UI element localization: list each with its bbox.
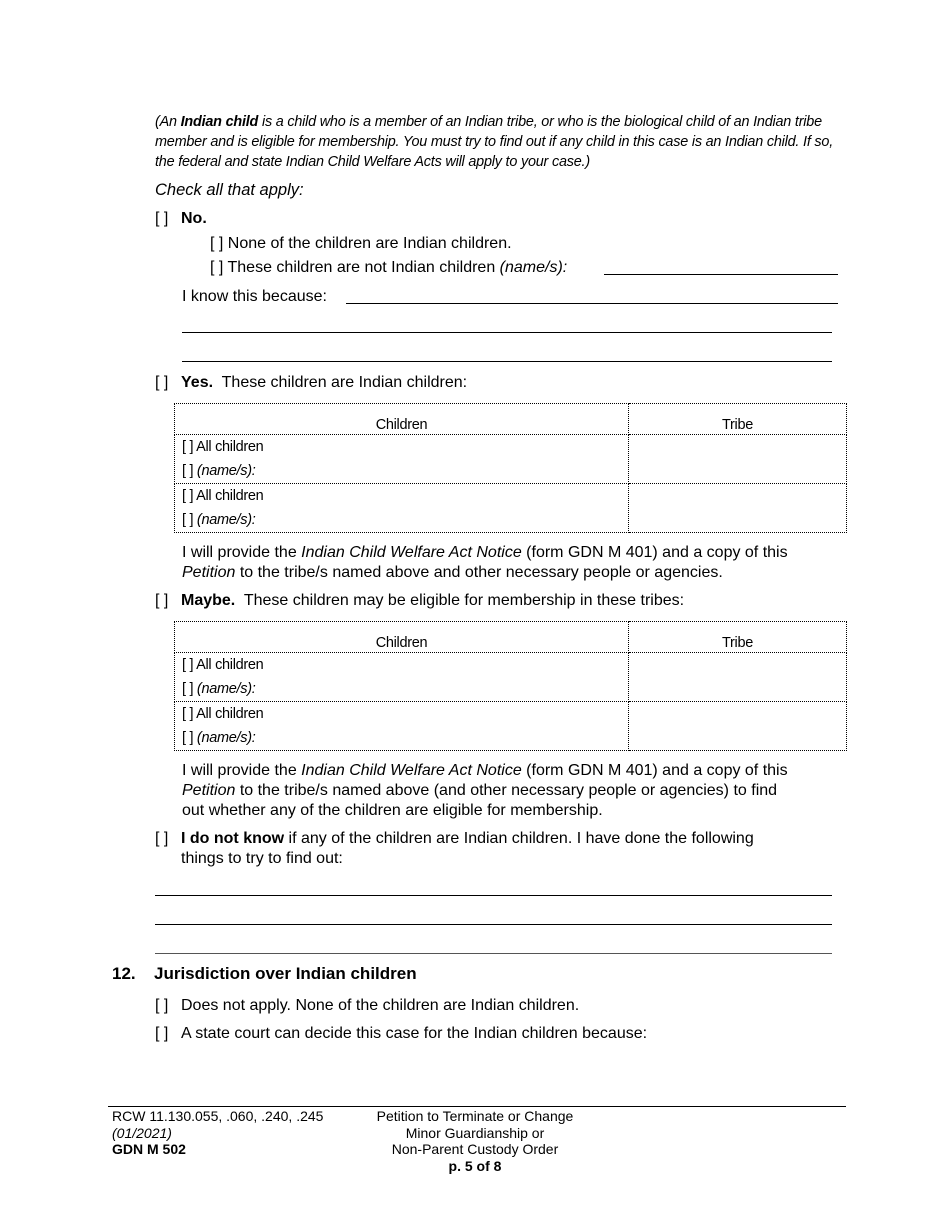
footer-divider (108, 1106, 846, 1107)
yes-provide-notice-line-2: Petition to the tribe/s named above and other necessary people or agencies. (182, 564, 723, 581)
children-cell (175, 484, 629, 533)
none-indian-checkbox[interactable]: [ ] (210, 235, 224, 252)
no-label: No. (181, 210, 207, 227)
children-cell (175, 435, 629, 484)
tribe-cell[interactable] (629, 435, 847, 484)
names-option[interactable]: [ ] (name/s): (182, 463, 256, 479)
maybe-provide-notice-line-1: I will provide the Indian Child Welfare Act Notice (form GDN M 401) and a copy of this (182, 762, 788, 779)
children-cell (175, 702, 629, 751)
maybe-label: Maybe. (181, 592, 236, 609)
check-all-instruction: Check all that apply: (155, 181, 304, 199)
table-row (175, 484, 847, 533)
all-children-option[interactable]: [ ] All children (182, 657, 264, 673)
names-option[interactable]: [ ] (name/s): (182, 730, 256, 746)
maybe-option[interactable]: [ ] Maybe. These children may be eligible for membership in these tribes: (155, 592, 685, 609)
tribe-column-header: Tribe (629, 622, 847, 653)
state-court-checkbox[interactable]: [ ] (155, 1025, 169, 1042)
section-title: Jurisdiction over Indian children (154, 964, 417, 983)
not-indian-checkbox[interactable]: [ ] (210, 259, 224, 276)
yes-option[interactable]: [ ] Yes. These children are Indian children: (155, 374, 468, 391)
section-12-heading (112, 964, 417, 984)
maybe-provide-notice-line-2: Petition to the tribe/s named above (and other necessary people or agencies) to find (182, 782, 778, 799)
all-children-option[interactable]: [ ] All children (182, 488, 264, 504)
not-indian-names-line[interactable] (604, 274, 838, 275)
footer-rcw: RCW 11.130.055, .060, .240, .245 (112, 1108, 324, 1124)
footer-left (112, 1108, 323, 1158)
tribe-cell[interactable] (629, 653, 847, 702)
table-row (175, 435, 847, 484)
does-not-apply-checkbox[interactable]: [ ] (155, 997, 169, 1014)
footer-title-3: Non-Parent Custody Order (391, 1141, 559, 1157)
children-column-header: Children (175, 404, 629, 435)
maybe-provide-notice-line-3: out whether any of the children are eligible for membership. (182, 802, 603, 819)
know-because-line-3[interactable] (182, 361, 832, 362)
no-none-indian-option[interactable]: [ ] None of the children are Indian children. (210, 235, 512, 252)
tribe-cell[interactable] (629, 484, 847, 533)
footer-page-number: p. 5 of 8 (448, 1157, 502, 1174)
indian-child-definition-note: (An Indian child is a child who is a member of an Indian tribe, or who is the biological child of an Indian tribe member and is eligible for membership. You must try to find out if any child in this case is an Indian child. If so, the federal and state Indian Child Welfare Acts will apply to your case.) (155, 114, 834, 170)
table-row (175, 653, 847, 702)
names-option[interactable]: [ ] (name/s): (182, 512, 256, 528)
know-because-line-1[interactable] (346, 303, 838, 304)
all-children-option[interactable]: [ ] All children (182, 439, 264, 455)
all-children-option[interactable]: [ ] All children (182, 706, 264, 722)
no-checkbox[interactable]: [ ] (155, 210, 169, 227)
yes-checkbox[interactable]: [ ] (155, 374, 169, 391)
dont-know-option[interactable]: [ ] I do not know if any of the children are Indian children. I have done the following (155, 830, 754, 847)
children-column-header: Children (175, 622, 629, 653)
indian-child-term: Indian child (180, 114, 259, 130)
yes-children-tribe-table (174, 403, 847, 533)
dont-know-label: I do not know (181, 830, 285, 847)
dont-know-text-line-2: things to try to find out: (181, 850, 343, 867)
dont-know-line-3[interactable] (155, 953, 832, 954)
table-row (175, 702, 847, 751)
no-option[interactable] (155, 209, 207, 229)
jurisdiction-does-not-apply-option[interactable]: [ ] Does not apply. None of the children are Indian children. (155, 997, 580, 1014)
know-because-label: I know this because: (182, 288, 327, 305)
tribe-cell[interactable] (629, 702, 847, 751)
no-not-indian-names-option[interactable]: [ ] These children are not Indian children (name/s): (210, 259, 568, 276)
children-cell (175, 653, 629, 702)
section-number: 12. (112, 964, 136, 983)
footer-date: (01/2021) (112, 1124, 172, 1141)
yes-label: Yes. (181, 374, 214, 391)
yes-provide-notice-line-1: I will provide the Indian Child Welfare Act Notice (form GDN M 401) and a copy of this (182, 544, 788, 561)
maybe-checkbox[interactable]: [ ] (155, 592, 169, 609)
know-because-line-2[interactable] (182, 332, 832, 333)
maybe-children-tribe-table (174, 621, 847, 751)
names-option[interactable]: [ ] (name/s): (182, 681, 256, 697)
footer-form-number: GDN M 502 (112, 1141, 186, 1157)
tribe-column-header: Tribe (629, 404, 847, 435)
dont-know-line-2[interactable] (155, 924, 832, 925)
footer-center (355, 1108, 595, 1174)
footer-title-1: Petition to Terminate or Change (376, 1108, 574, 1124)
table-header-row (175, 622, 847, 653)
dont-know-checkbox[interactable]: [ ] (155, 830, 169, 847)
jurisdiction-state-court-option[interactable]: [ ] A state court can decide this case for the Indian children because: (155, 1025, 648, 1042)
footer-title-2: Minor Guardianship or (405, 1124, 545, 1141)
dont-know-line-1[interactable] (155, 895, 832, 896)
table-header-row (175, 404, 847, 435)
